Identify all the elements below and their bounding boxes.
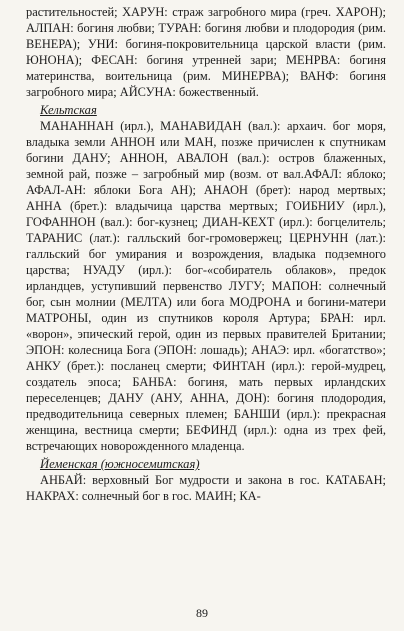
section-heading-yemeni: Йеменская (южносемитская): [40, 457, 200, 471]
section-text-celtic: МАНАННАН (ирл.), МАНАВИДАН (вал.): архаич. бог моря, владыка земли АННОН или МАН, позже причислен к спутникам богини ДАНУ; АННОН, АВАЛОН (вал.): остров блаженных, земной рай, позже – загробный мир (возм. от вал.АФАЛ: яблоко; АФАЛ-АН: яблоки Бога АН); АНАОН (брет): народ мертвых; АННА (брет.): владычица царства мертвых; ГОИБНИУ (ирл.), ГОФАННОН (вал.): бог-кузнец; ДИАН-КЕХТ (ирл.): богцелитель; ТАРАНИС (лат.): галльский бог-громовержец; ЦЕРНУНН (лат.): галльский бог умирания и возрождения, владыка подземного царства; НУАДУ (ирл.): бог-«собиратель облаков», предок ирландцев, уступивший первенство ЛУГУ; МАПОН: солнечный бог, сын молнии (МЕЛТА) или бога МОДРОНА и богини-матери МАТРОНЫ, один из спутников короля Артура; БРАН: ирл. «ворон», эпический герой, один из первых правителей Британии; ЭПОН: колесница Бога (ЭПОН: лошадь); АНАЭ: ирл. «богатство»; АНКУ (брет.): посланец смерти; ФИНТАН (ирл.): герой-мудрец, создатель эпоса; БАНБА: богиня, мать первых ирландских переселенцев; ДАНУ (АНУ, АННА, ДОН): богиня плодородия, предводительница северных племен; БАНШИ (ирл.): прекрасная женщина, вестница смерти; БЕФИНД (ирл.): одна из трех фей, встречающих новорожденного младенца.: [26, 119, 386, 453]
section-heading-celtic: Кельтская: [40, 103, 97, 117]
page-text: [26, 4, 386, 504]
intro-paragraph: растительностей; ХАРУН: страж загробного мира (греч. ХАРОН); АЛПАН: богиня любви; ТУРАН: богиня любви и плодородия (рим. ВЕНЕРА); УНИ: богиня-покровительница царской власти (рим. ЮНОНА); ФЕСАН: богиня утренней зари; МЕНРВА: богиня материнства, воительница (рим. МИНЕРВА); ВАНФ: богиня загробного мира; АЙСУНА: божественный.: [26, 5, 386, 99]
section-text-yemeni: АНБАЙ: верховный Бог мудрости и закона в гос. КАТАБАН; НАКРАХ: солнечный бог в гос. МАИН; КА-: [26, 473, 386, 503]
page-number: 89: [196, 606, 208, 620]
